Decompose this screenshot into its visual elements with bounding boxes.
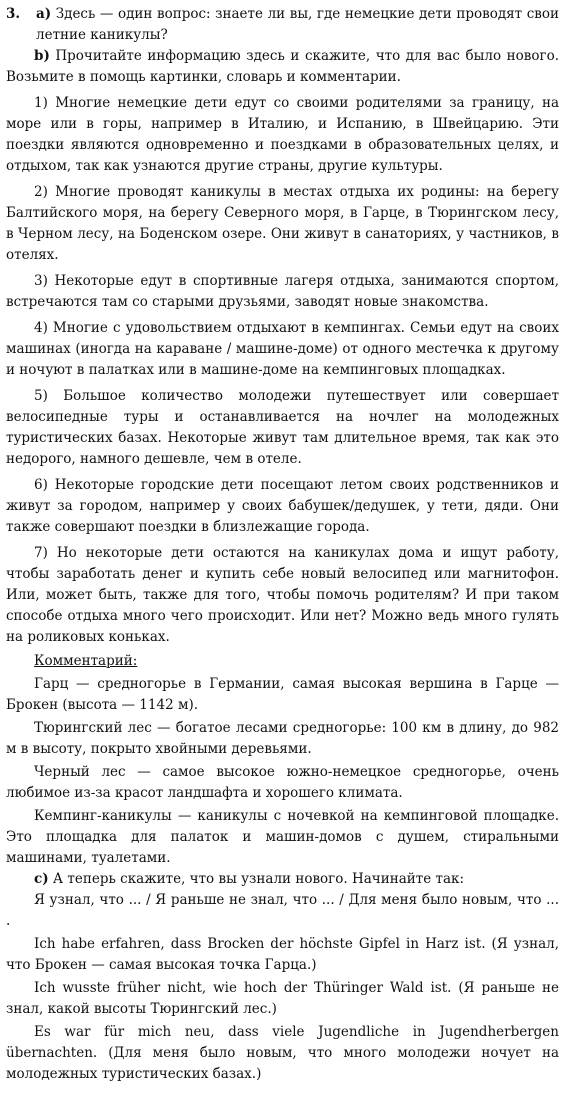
paragraph-6: 6) Некоторые городские дети посещают летом своих родственников и живут за городом, например у своих бабушек/дедушек, у тети, дяди. Они также совершают поездки в близлежащие города. xyxy=(6,477,559,535)
task-c-body: А теперь скажите, что вы узнали нового. Начинайте так: xyxy=(52,871,464,887)
comment-camping: Кемпинг-каникулы — каникулы с ночевкой на кемпинговой площадке. Это площадка для палаток и машин-домов с душем, стиральными машинами, туалетами. xyxy=(6,808,559,866)
task-c xyxy=(6,869,559,890)
example-line-2: Ich wusste früher nicht, wie hoch der Thüringer Wald ist. (Я раньше не знал, какой высоты Тюрингский лес.) xyxy=(6,980,559,1017)
paragraph-7: 7) Но некоторые дети остаются на каникулах дома и ищут работу, чтобы заработать денег и купить себе новый велосипед или магнитофон. Или, может быть, также для того, чтобы помочь родителям? И при таком способе отдыха много чего происходит. Или нет? Можно ведь много гулять на роликовых коньках. xyxy=(6,545,559,645)
task-a-label: a) xyxy=(36,6,52,22)
paragraph-1: 1) Многие немецкие дети едут со своими родителями за границу, на море или в горы, например в Италию, и Испанию, в Швейцарию. Эти поездки являются одновременно и поездками в образовательных целях, и отдыхом, так как узнаются другие страны, другие культуры. xyxy=(6,95,559,174)
task-a-text xyxy=(6,4,559,46)
paragraph-5: 5) Большое количество молодежи путешествует или совершает велосипедные туры и останавливается на ночлег на молодежных туристических базах. Некоторые живут там длительное время, так как это недорого, намного дешевле, чем в отеле. xyxy=(6,388,559,467)
comment-black-forest: Черный лес — самое высокое южно-немецкое средногорье, очень любимое из-за красот ландшафта и хорошего климата. xyxy=(6,764,559,801)
paragraph-3: 3) Некоторые едут в спортивные лагеря отдыха, занимаются спортом, встречаются там со старыми друзьями, заводят новые знакомства. xyxy=(6,273,559,310)
comments-heading: Комментарий: xyxy=(34,653,138,669)
task-number: 3. xyxy=(6,6,21,22)
task-a-body: Здесь — один вопрос: знаете ли вы, где немецкие дети проводят свои летние каникулы? xyxy=(36,6,559,43)
task-c-label: c) xyxy=(34,871,49,887)
example-line-1: Ich habe erfahren, dass Brocken der höchste Gipfel in Harz ist. (Я узнал, что Брокен — самая высокая точка Гарца.) xyxy=(6,936,559,973)
comment-harz: Гарц — средногорье в Германии, самая высокая вершина в Гарце — Брокен (высота — 1142 м). xyxy=(6,676,559,713)
task-a xyxy=(6,4,559,46)
example-starter: Я узнал, что ... / Я раньше не знал, что ... / Для меня было новым, что ... . xyxy=(6,892,559,929)
task-b xyxy=(6,46,559,88)
paragraph-4: 4) Многие с удовольствием отдыхают в кемпингах. Семьи едут на своих машинах (иногда на караване / машине-доме) от одного местечка к другому и ночуют в палатках или в машине-доме на кемпинговых площадках. xyxy=(6,320,559,378)
task-b-body: Прочитайте информацию здесь и скажите, что для вас было нового. Возьмите в помощь картинки, словарь и комментарии. xyxy=(6,48,559,85)
paragraph-2: 2) Многие проводят каникулы в местах отдыха их родины: на берегу Балтийского моря, на берегу Северного моря, в Гарце, в Тюрингском лесу, в Черном лесу, на Боденском озере. Они живут в санаториях, у частников, в отелях. xyxy=(6,184,559,263)
example-line-3: Es war für mich neu, dass viele Jugendliche in Jugendherbergen übernachten. (Для меня было новым, что много молодежи ночует на молодежных туристических базах.) xyxy=(6,1024,559,1082)
task-b-label: b) xyxy=(34,48,50,64)
comment-thuringian-forest: Тюрингский лес — богатое лесами средногорье: 100 км в длину, до 982 м в высоту, покрыто хвойными деревьями. xyxy=(6,720,559,757)
